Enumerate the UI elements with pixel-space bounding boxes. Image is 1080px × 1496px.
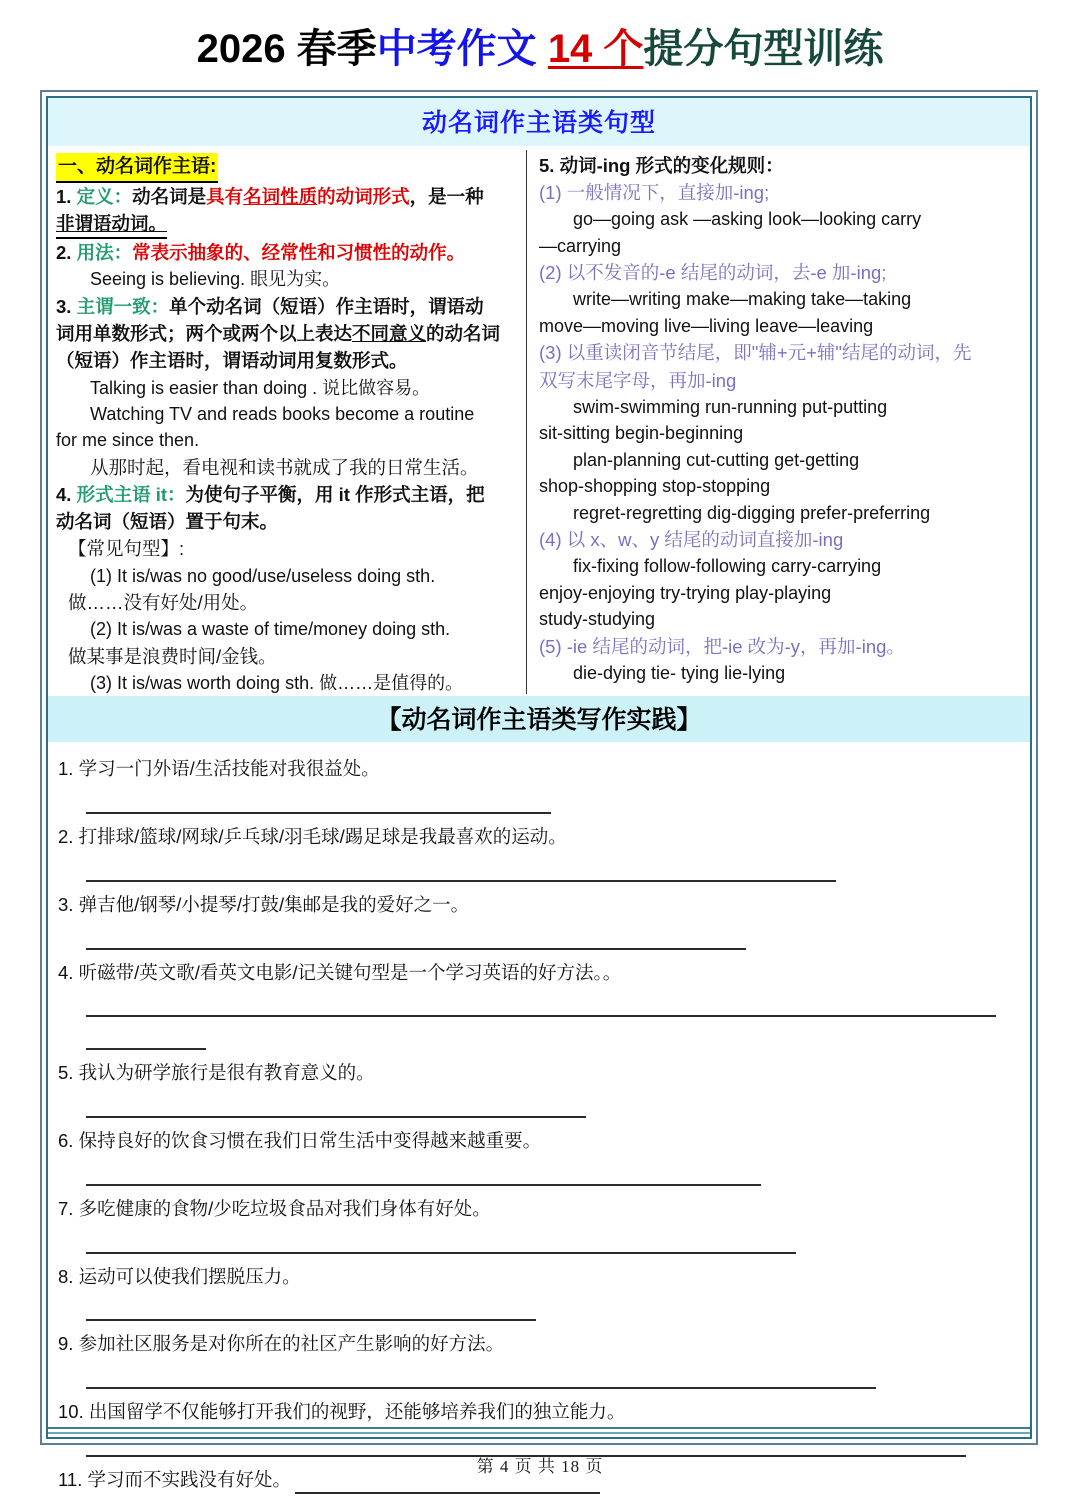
practice-item: [58, 748, 1016, 783]
rule-2-examples-a: write—writing make—making take—taking: [573, 289, 912, 310]
practice-item-text: 参加社区服务是对你所在的社区产生影响的好方法。: [78, 1333, 505, 1355]
answer-blank[interactable]: [86, 1015, 996, 1017]
practice-item-text: 出国留学不仅能够打开我们的视野，还能够培养我们的独立能力。: [88, 1401, 626, 1423]
rule-3-line2: 双写末尾字母，再加-ing: [539, 369, 737, 391]
answer-blank-row: [58, 851, 1016, 884]
practice-item: [58, 1256, 1016, 1291]
answer-blank-row: [58, 1358, 1016, 1391]
practice-item: [58, 952, 1016, 987]
answer-blank-row: [58, 783, 1016, 816]
item3-example-2b: for me since then.: [56, 430, 200, 451]
answer-blank[interactable]: [86, 1252, 796, 1254]
answer-blank[interactable]: [86, 1116, 586, 1118]
rule-4-examples-b: enjoy-enjoying try-trying play-playing: [539, 582, 832, 603]
answer-blank-row: [58, 1019, 1016, 1052]
item2-text: 常表示抽象的、经常性和习惯性的动作。: [132, 242, 466, 264]
item2-number: 2.: [56, 242, 72, 264]
practice-item-number: 5.: [58, 1062, 79, 1084]
practice-item-text: 弹吉他/钢琴/小提琴/打鼓/集邮是我的爱好之一。: [78, 893, 470, 915]
item4-pattern-1-en: (1) It is/was no good/use/useless doing sth.: [90, 565, 436, 586]
rule-5: (5) -ie 结尾的动词，把-ie 改为-y，再加-ing。: [539, 635, 905, 657]
item4-pattern-3: (3) It is/was worth doing sth. 做……是值得的。: [90, 672, 464, 693]
rule-1-examples-a: go—going ask —asking look—looking carry: [573, 209, 922, 230]
rule-1: (1) 一般情况下，直接加-ing;: [539, 182, 770, 204]
practice-item-text: 学习一门外语/生活技能对我很益处。: [78, 758, 380, 780]
answer-blank[interactable]: [86, 1319, 536, 1321]
rule-2: (2) 以不发音的-e 结尾的动词，去-e 加-ing;: [539, 262, 887, 284]
left-heading: 一、动名词作主语:: [56, 153, 218, 183]
practice-item: [58, 1052, 1016, 1087]
item1-e: ，是一种: [409, 185, 484, 207]
rule-3-examples-b: sit-sitting begin-beginning: [539, 423, 744, 444]
practice-item-text: 多吃健康的食物/少吃垃圾食品对我们身体有好处。: [78, 1197, 491, 1219]
answer-blank[interactable]: [86, 1387, 876, 1389]
item1-b: 具有: [206, 185, 244, 207]
practice-item-number: 6.: [58, 1130, 79, 1152]
rule-1-examples-b: —carrying: [539, 235, 622, 256]
answer-blank[interactable]: [295, 1492, 600, 1494]
item3-e: （短语）作主语时，谓语动词用复数形式。: [56, 350, 408, 372]
practice-item-text: 打排球/篮球/网球/乒乓球/羽毛球/踢足球是我最喜欢的运动。: [78, 826, 567, 848]
left-item-3: [56, 293, 516, 320]
practice-item-text: 听磁带/英文歌/看英文电影/记关键句型是一个学习英语的好方法。。: [78, 961, 622, 983]
item4-b: 动名词（短语）置于句末。: [56, 511, 279, 533]
practice-item-number: 10.: [58, 1401, 89, 1423]
answer-blank[interactable]: [86, 948, 746, 950]
item4-pattern-2-cn: 做某事是浪费时间/金钱。: [68, 645, 277, 667]
item4-pattern-1-cn: 做……没有好处/用处。: [68, 592, 259, 614]
item1-a: 动名词是: [132, 185, 207, 207]
footer-rules: [48, 1427, 1030, 1437]
practice-item-text: 我认为研学旅行是很有教育意义的。: [78, 1062, 375, 1084]
practice-item-text: 运动可以使我们摆脱压力。: [78, 1265, 301, 1287]
item1-c: 名词性质: [243, 185, 318, 207]
item3-example-1: Talking is easier than doing . 说比做容易。: [90, 377, 431, 398]
practice-banner: 【动名词作主语类写作实践】: [48, 696, 1030, 742]
rule-3-examples-d: shop-shopping stop-stopping: [539, 476, 771, 497]
practice-item: [58, 816, 1016, 851]
rule-3-examples-c: plan-planning cut-cutting get-getting: [573, 449, 860, 470]
practice-item-number: 9.: [58, 1333, 79, 1355]
title-part-year: 2026 春季: [196, 27, 377, 71]
item2-example: Seeing is believing. 眼见为实。: [90, 269, 341, 290]
practice-item: [58, 1120, 1016, 1155]
practice-item: [58, 1323, 1016, 1358]
answer-blank-row: [58, 919, 1016, 952]
item4-a: 为使句子平衡，用 it 作形式主语，把: [185, 484, 485, 506]
item1-f: 非谓语动词。: [56, 210, 167, 239]
answer-blank[interactable]: [86, 1184, 761, 1186]
item4-pattern-2-en: (2) It is/was a waste of time/money doing sth.: [90, 619, 451, 640]
item3-a: 单个动名词（短语）作主语时，谓语动: [169, 295, 484, 317]
practice-item-number: 1.: [58, 758, 79, 780]
rule-3-examples-e: regret-regretting dig-digging prefer-preferring: [573, 502, 931, 523]
right-heading: 5. 动词-ing 形式的变化规则：: [539, 155, 784, 176]
item3-example-2a: Watching TV and reads books become a routine: [90, 403, 475, 424]
item3-d: 的动名词: [426, 323, 501, 345]
item4-common-heading: 【常见句型】:: [68, 538, 185, 560]
item3-line2: [56, 320, 516, 347]
answer-blank-row: [58, 1087, 1016, 1120]
answer-blank[interactable]: [86, 1048, 206, 1050]
rule-3-examples-a: swim-swimming run-running put-putting: [573, 396, 888, 417]
item2-label: 用法：: [76, 242, 133, 264]
rule-3-line1: (3) 以重读闭音节结尾，即"辅+元+辅"结尾的动词，先: [539, 342, 972, 364]
rule-4-examples-c: study-studying: [539, 609, 656, 630]
left-item-2: [56, 239, 516, 266]
practice-item-text: 学习而不实践没有好处。: [87, 1468, 291, 1490]
answer-blank-row: [58, 1155, 1016, 1188]
title-part-exam: 中考作文: [376, 27, 537, 71]
section-banner: 动名词作主语类句型: [48, 98, 1030, 146]
practice-item: [58, 1188, 1016, 1223]
page-title: [0, 0, 1080, 76]
rule-4: (4) 以 x、w、y 结尾的动词直接加-ing: [539, 529, 844, 551]
practice-item-text: 保持良好的饮食习惯在我们日常生活中变得越来越重要。: [78, 1130, 542, 1152]
answer-blank-row: [58, 1223, 1016, 1256]
practice-item: [58, 884, 1016, 919]
item1-d: 的动词形式: [317, 185, 410, 207]
rule-5-examples: die-dying tie- tying lie-lying: [573, 662, 786, 683]
item3-c: 不同意义: [352, 323, 427, 345]
answer-blank[interactable]: [86, 880, 836, 882]
rule-4-examples-a: fix-fixing follow-following carry-carrying: [573, 556, 882, 577]
left-item-4: [56, 481, 516, 508]
left-item-1: [56, 183, 516, 210]
notes-left-column: [48, 146, 526, 696]
notes-two-column: [48, 146, 1030, 696]
item3-b: 词用单数形式；两个或两个以上表达: [56, 323, 353, 345]
practice-item-number: 2.: [58, 826, 79, 848]
item1-label: 定义：: [76, 185, 133, 207]
practice-item-number: 7.: [58, 1197, 79, 1219]
item3-label: 主谓一致：: [76, 295, 170, 317]
title-part-topic: 提分句型训练: [643, 27, 884, 71]
answer-blank-row: [58, 986, 1016, 1019]
notes-right-column: [527, 146, 1030, 696]
rule-2-examples-b: move—moving live—living leave—leaving: [539, 315, 874, 336]
title-part-count: 14 个: [547, 27, 644, 71]
answer-blank[interactable]: [86, 812, 551, 814]
page-footer: 第 4 页 共 18 页: [476, 1457, 604, 1476]
left-heading-row: [56, 152, 516, 183]
item4-label: 形式主语 it：: [76, 484, 186, 506]
item4-number: 4.: [56, 484, 72, 506]
practice-item-number: 3.: [58, 893, 79, 915]
item3-example-2c: 从那时起，看电视和读书就成了我的日常生活。: [90, 456, 479, 478]
item1-number: 1.: [56, 185, 72, 207]
practice-item: [58, 1391, 1016, 1426]
practice-item-number: 4.: [58, 961, 79, 983]
practice-list: [48, 742, 1030, 1493]
item3-number: 3.: [56, 295, 72, 317]
answer-blank-row: [58, 1290, 1016, 1323]
practice-item-number: 8.: [58, 1265, 79, 1287]
practice-item-number: 11.: [58, 1468, 88, 1490]
